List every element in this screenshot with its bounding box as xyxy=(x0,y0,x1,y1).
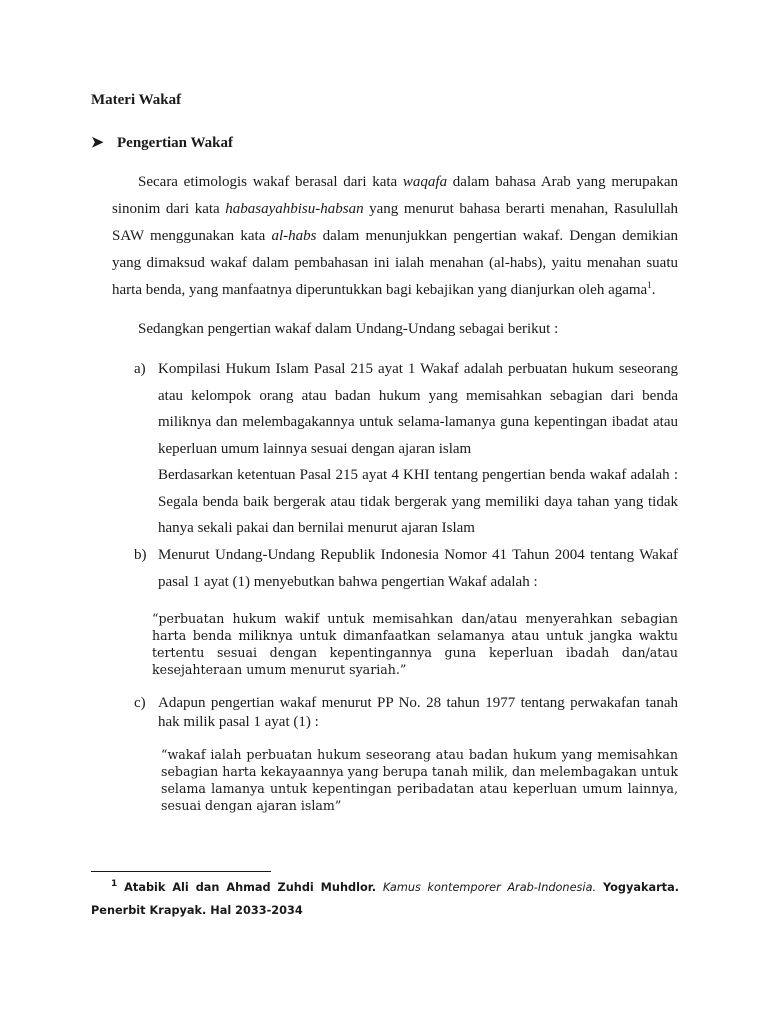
law-quote-c: “wakaf ialah perbuatan hukum seseorang atau badan hukum yang memisahkan sebagian harta kekayaannya yang berupa tanah milik, dan melembagakan untuk selama lamanya untuk kepentingan peribadatan atau keperluan umum lainnya, sesuai dengan ajaran islam” xyxy=(161,747,678,813)
para1-text-5: . xyxy=(651,282,656,298)
law-intro-paragraph xyxy=(112,316,678,343)
footnote-number: 1 xyxy=(111,879,118,890)
list-item-a xyxy=(134,356,678,542)
para2-text: Sedangkan pengertian wakaf dalam Undang-Undang sebagai berikut : xyxy=(138,321,559,337)
para1-text-4: dalam menunjukkan pengertian wakaf. Dengan demikian yang dimaksud wakaf dalam pembahasan ini ialah menahan (al-habs), yaitu menahan suatu harta benda, yang manfaatnya diperuntukkan bagi kebajikan yang dianjurkan oleh agama xyxy=(112,228,678,298)
section-heading-text: Pengertian Wakaf xyxy=(117,135,233,151)
para1-text-3: yang menurut bahasa berarti menahan, Rasulullah SAW menggunakan kata xyxy=(112,201,678,244)
list-marker-b: b) xyxy=(134,547,147,563)
footnote-book-title: Kamus kontemporer Arab-Indonesia. xyxy=(382,881,597,894)
para1-text-1: Secara etimologis wakaf berasal dari kata xyxy=(138,174,403,190)
para1-term-alhabs: al-habs xyxy=(271,228,317,244)
list-item-b-text: Menurut Undang-Undang Republik Indonesia Nomor 41 Tahun 2004 tentang Wakaf pasal 1 ayat (1) menyebutkan bahwa pengertian Wakaf adalah : xyxy=(158,547,678,590)
arrow-bullet-icon: ➤ xyxy=(91,135,104,151)
footnote-publisher: Yogyakarta. Penerbit Krapyak. Hal 2033-2034 xyxy=(91,881,680,917)
para1-term-waqafa: waqafa xyxy=(402,174,448,190)
list-item-c-text: Adapun pengertian wakaf menurut PP No. 28 tahun 1977 tentang perwakafan tanah hak milik pasal 1 ayat (1) : xyxy=(158,695,678,730)
document-title: Materi Wakaf xyxy=(91,92,182,108)
list-item-c xyxy=(134,694,678,732)
para1-text-2: dalam bahasa Arab yang merupakan sinonim dari kata xyxy=(112,174,678,217)
list-item-b xyxy=(134,542,678,595)
footnote-authors: Atabik Ali dan Ahmad Zuhdi Muhdlor. xyxy=(117,881,383,894)
list-marker-a: a) xyxy=(134,361,146,377)
footnote-reference: 1 xyxy=(647,280,652,290)
list-marker-c: c) xyxy=(134,695,146,711)
section-heading xyxy=(91,133,233,152)
para1-term-habsan: habasayahbisu-habsan xyxy=(225,201,364,217)
footnote-divider xyxy=(91,871,271,872)
list-item-a-text: Kompilasi Hukum Islam Pasal 215 ayat 1 Wakaf adalah perbuatan hukum seseorang atau kelompok orang atau badan hukum yang memisahkan sebagian dari benda miliknya dan melembagakannya untuk selama-lamanya guna kepentingan ibadat atau keperluan umum lainnya sesuai dengan ajaran islam xyxy=(158,361,678,457)
list-item-a-text2: Berdasarkan ketentuan Pasal 215 ayat 4 KHI tentang pengertian benda wakaf adalah : Segala benda baik bergerak atau tidak bergerak yang memiliki daya tahan yang tidak hanya sekali pakai dan bernilai menurut ajaran Islam xyxy=(158,467,678,536)
footnote xyxy=(91,876,679,922)
law-quote-b: “perbuatan hukum wakif untuk memisahkan dan/atau menyerahkan sebagian harta benda miliknya untuk dimanfaatkan selamanya atau untuk jangka waktu tertentu sesuai dengan kepentingannya guna keperluan ibadah dan/atau kesejahteraan umum menurut syariah.” xyxy=(152,611,678,677)
definition-paragraph xyxy=(112,169,678,304)
